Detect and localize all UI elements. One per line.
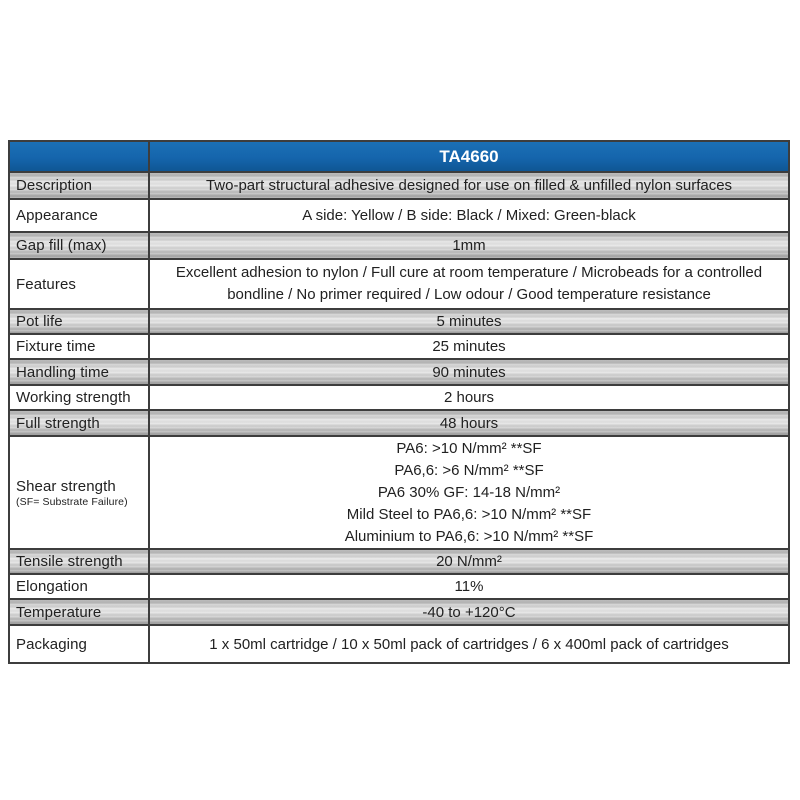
row-label: Description (16, 177, 93, 194)
table-row-full-strength (10, 411, 788, 437)
table-row-shear-strength (10, 437, 788, 550)
table-header-row (10, 142, 788, 173)
table-row-handling-time (10, 360, 788, 386)
row-label: Tensile strength (16, 553, 123, 570)
row-value: 20 N/mm² (148, 550, 788, 573)
table-row-packaging (10, 626, 788, 662)
table-row-temperature (10, 600, 788, 626)
row-value (148, 437, 788, 548)
row-value: Excellent adhesion to nylon / Full cure at room temperature / Microbeads for a controlled bondline / No primer required / Low odour / Good temperature resistance (148, 260, 788, 308)
row-value: 11% (148, 575, 788, 598)
row-value: 25 minutes (148, 335, 788, 358)
product-code: TA4660 (148, 142, 788, 171)
row-value: A side: Yellow / B side: Black / Mixed: Green-black (148, 200, 788, 231)
table-row-features (10, 260, 788, 310)
row-value: 90 minutes (148, 360, 788, 384)
row-label: Handling time (16, 363, 110, 381)
row-label: Fixture time (16, 338, 96, 355)
row-value: Two-part structural adhesive designed for use on filled & unfilled nylon surfaces (148, 173, 788, 198)
shear-value-line: PA6: >10 N/mm² **SF (396, 439, 542, 457)
table-row-working-strength (10, 386, 788, 411)
shear-value-line: Aluminium to PA6,6: >10 N/mm² **SF (344, 527, 594, 545)
spec-table (8, 140, 790, 664)
row-label: Elongation (16, 578, 88, 595)
row-label: Gap fill (max) (16, 237, 107, 254)
row-value: 1 x 50ml cartridge / 10 x 50ml pack of cartridges / 6 x 400ml pack of cartridges (148, 626, 788, 662)
row-label-main: Shear strength (16, 477, 116, 495)
row-label: Packaging (16, 635, 87, 653)
shear-value-line: Mild Steel to PA6,6: >10 N/mm² **SF (346, 505, 592, 523)
row-label-note: (SF= Substrate Failure) (16, 495, 128, 508)
table-row-appearance (10, 200, 788, 233)
table-row-elongation (10, 575, 788, 600)
row-label: Working strength (16, 389, 131, 406)
row-value: -40 to +120°C (148, 600, 788, 624)
row-label: Pot life (16, 313, 63, 330)
table-row-gap-fill (10, 233, 788, 260)
shear-value-line: PA6 30% GF: 14-18 N/mm² (377, 483, 561, 501)
row-label: Temperature (16, 603, 102, 621)
table-row-pot-life (10, 310, 788, 335)
row-label: Full strength (16, 414, 100, 432)
table-row-description (10, 173, 788, 200)
row-label: Appearance (16, 207, 98, 224)
row-label: Features (16, 275, 76, 293)
row-label (10, 437, 148, 548)
header-empty-cell (10, 142, 148, 171)
row-value: 48 hours (148, 411, 788, 435)
table-row-tensile-strength (10, 550, 788, 575)
row-value: 2 hours (148, 386, 788, 409)
shear-value-line: PA6,6: >6 N/mm² **SF (394, 461, 544, 479)
row-value: 1mm (148, 233, 788, 258)
table-row-fixture-time (10, 335, 788, 360)
row-value: 5 minutes (148, 310, 788, 333)
